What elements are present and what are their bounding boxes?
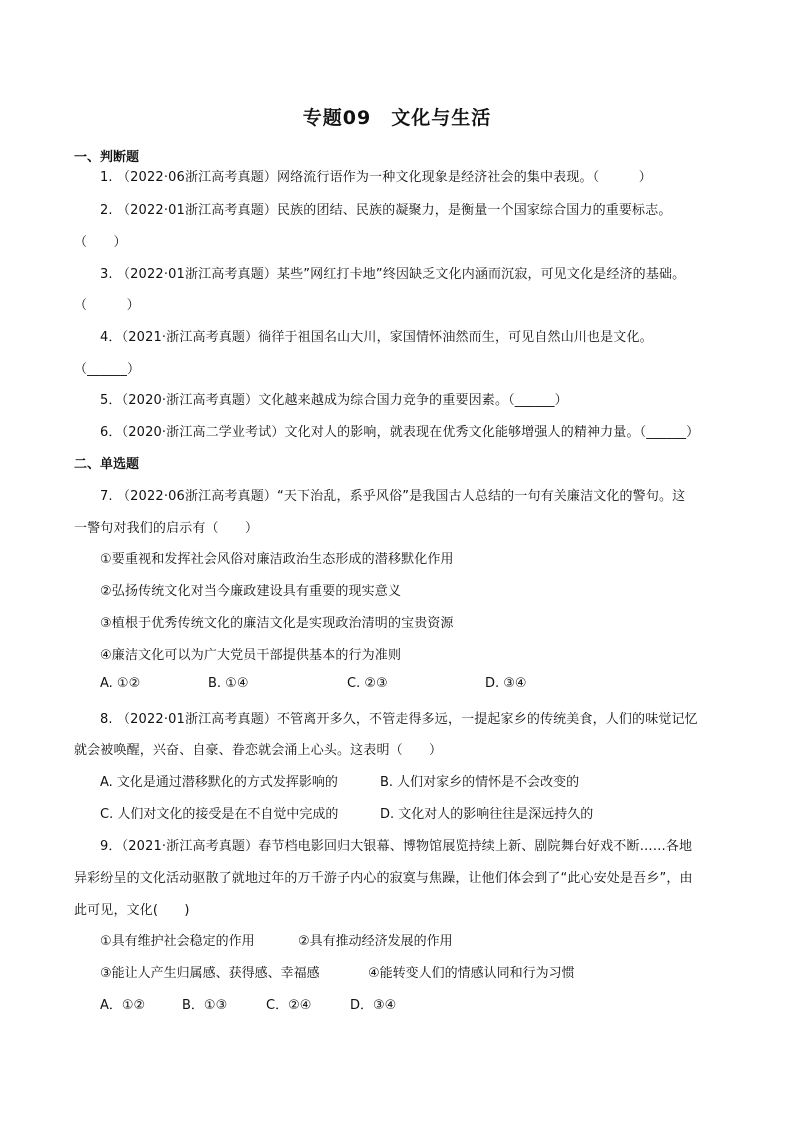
question-9-cont-2: 此可见，文化( ) (74, 903, 190, 918)
q9-statement-4: ④能转变人们的情感认同和行为习惯 (368, 966, 575, 981)
q9-statement-3: ③能让人产生归属感、获得感、幸福感 (100, 966, 320, 981)
q7-option-c[interactable]: C. ②③ (347, 676, 388, 691)
section-heading-judge: 一、判断题 (74, 150, 140, 165)
q8-option-b[interactable]: B. 人们对家乡的情怀是不会改变的 (380, 775, 580, 790)
question-3: 3. （2022·01浙江高考真题）某些”网红打卡地”终因缺乏文化内涵而沉寂，可见文化是经济的基础。 (100, 267, 686, 282)
question-7: 7. （2022·06浙江高考真题）“天下治乱，系乎风俗”是我国古人总结的一句有关廉洁文化的警句。这 (100, 489, 686, 504)
section-heading-single: 二、单选题 (74, 457, 140, 472)
question-6: 6．（2020·浙江高二学业考试）文化对人的影响，就表现在优秀文化能够增强人的精神力量。（______） (100, 425, 700, 440)
q7-option-b[interactable]: B. ①④ (208, 676, 249, 691)
question-4-blank: （______） (74, 362, 141, 377)
q8-option-d[interactable]: D. 文化对人的影响往往是深远持久的 (380, 807, 594, 822)
q9-option-b[interactable]: B．①③ (182, 998, 228, 1013)
question-4: 4．（2021·浙江高考真题）徜徉于祖国名山大川，家国情怀油然而生，可见自然山川也是文化。 (100, 330, 653, 345)
question-1: 1. （2022·06浙江高考真题）网络流行语作为一种文化现象是经济社会的集中表现。（ ） (100, 170, 652, 185)
question-2: 2. （2022·01浙江高考真题）民族的团结、民族的凝聚力，是衡量一个国家综合国力的重要标志。 (100, 203, 672, 218)
page-title: 专题09 文化与生活 (302, 107, 492, 129)
question-2-blank: （ ） (74, 235, 127, 250)
q9-option-c[interactable]: C．②④ (266, 998, 312, 1013)
q7-statement-1: ①要重视和发挥社会风俗对廉洁政治生态形成的潜移默化作用 (100, 552, 454, 567)
q7-statement-4: ④廉洁文化可以为广大党员干部提供基本的行为准则 (100, 648, 402, 663)
q7-statement-3: ③植根于优秀传统文化的廉洁文化是实现政治清明的宝贵资源 (100, 616, 454, 631)
question-9-cont-1: 异彩纷呈的文化活动驱散了就地过年的万千游子内心的寂寞与焦躁，让他们体会到了“此心安处是吾乡”，由 (74, 871, 693, 886)
question-3-blank: （ ） (74, 298, 140, 313)
q9-statement-2: ②具有推动经济发展的作用 (298, 934, 453, 949)
q9-option-a[interactable]: A．①② (100, 998, 146, 1013)
question-9: 9．（2021·浙江高考真题）春节档电影回归大银幕、博物馆展览持续上新、剧院舞台好戏不断……各地 (100, 839, 693, 854)
question-8-cont: 就会被唤醒，兴奋、自豪、眷恋就会涌上心头。这表明（ ） (74, 743, 443, 758)
q7-option-d[interactable]: D. ③④ (485, 676, 527, 691)
q7-option-a[interactable]: A. ①② (100, 676, 141, 691)
q9-option-d[interactable]: D．③④ (350, 998, 397, 1013)
q8-option-c[interactable]: C. 人们对文化的接受是在不自觉中完成的 (100, 807, 339, 822)
question-8: 8. （2022·01浙江高考真题）不管离开多久，不管走得多远，一提起家乡的传统美食，人们的味觉记忆 (100, 712, 698, 727)
q7-statement-2: ②弘扬传统文化对当今廉政建设具有重要的现实意义 (100, 584, 402, 599)
question-7-cont: 一警句对我们的启示有（ ） (74, 521, 259, 536)
q8-option-a[interactable]: A. 文化是通过潜移默化的方式发挥影响的 (100, 775, 338, 790)
question-5: 5．（2020·浙江高考真题）文化越来越成为综合国力竞争的重要因素。（______） (100, 393, 568, 408)
q9-statement-1: ①具有维护社会稳定的作用 (100, 934, 255, 949)
